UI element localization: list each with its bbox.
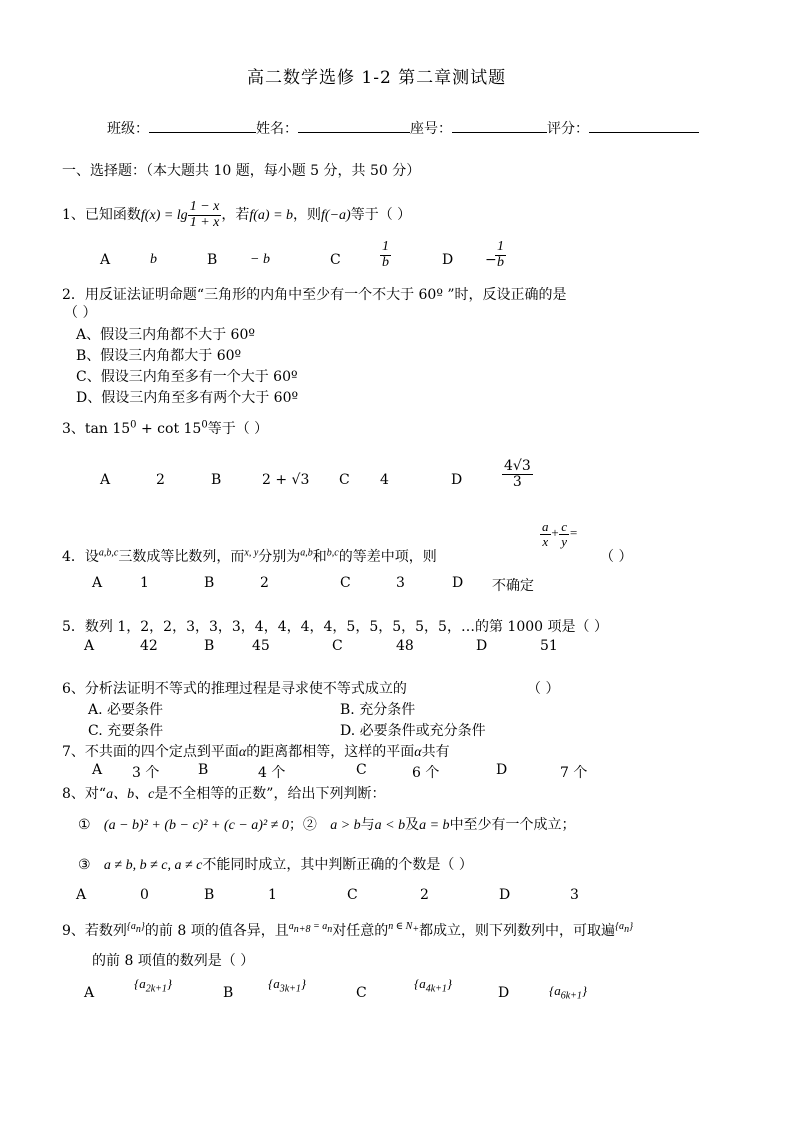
q1-function: f(x) = lg bbox=[140, 208, 188, 224]
q1-option-c: $\frac{1}{b}$ bbox=[382, 239, 389, 270]
q4-option-a-letter[interactable]: A bbox=[92, 575, 103, 591]
q6-option-d[interactable]: D. 必要条件或充分条件 bbox=[340, 723, 486, 739]
question-3: 3、$\tan 15^0 + \cot 15^0$等于（ ） bbox=[62, 419, 269, 437]
q3-option-d: $\frac{4√3}{3}$ bbox=[504, 458, 531, 490]
question-5: 5．数列 1，2，2，3，3，3，4，4，4，4，5，5，5，5，5，…的第 1000 项是（ ） bbox=[62, 619, 608, 635]
q2-option-c[interactable]: C、假设三内角至多有一个大于 60º bbox=[76, 369, 298, 385]
q7-option-d-letter[interactable]: D bbox=[496, 762, 508, 778]
q8-statement-3: ③ a ≠ b, b ≠ c, a ≠ c不能同时成立，其中判断正确的个数是（ ） bbox=[78, 857, 473, 873]
q8-option-c: 2 bbox=[420, 887, 429, 903]
q8-option-b-letter[interactable]: B bbox=[204, 887, 215, 903]
q3-option-a-letter[interactable]: A bbox=[100, 472, 111, 488]
q2-option-b[interactable]: B、假设三内角都大于 60º bbox=[76, 348, 242, 364]
q5-option-a: 42 bbox=[140, 638, 158, 654]
score-label: 评分： bbox=[547, 121, 589, 137]
q7-option-a: 3 个 bbox=[132, 765, 160, 781]
q5-option-d-letter[interactable]: D bbox=[476, 638, 488, 654]
q6-option-a[interactable]: A. 必要条件 bbox=[88, 702, 164, 718]
q2-option-a[interactable]: A、假设三内角都不大于 60º bbox=[76, 327, 255, 343]
q4-option-d: 不确定 bbox=[492, 578, 534, 594]
q7-option-b: 4 个 bbox=[258, 765, 286, 781]
q8-option-a-letter[interactable]: A bbox=[76, 887, 87, 903]
q5-option-d: 51 bbox=[540, 638, 558, 654]
score-field[interactable] bbox=[589, 118, 699, 133]
class-field[interactable] bbox=[149, 118, 256, 133]
q1-option-b: − b bbox=[250, 252, 270, 267]
page-title: 高二数学选修 1-2 第二章测试题 bbox=[247, 68, 507, 88]
q5-option-c-letter[interactable]: C bbox=[332, 638, 343, 654]
q3-option-c-letter[interactable]: C bbox=[339, 472, 350, 488]
q5-option-b: 45 bbox=[252, 638, 270, 654]
question-9: 9、若数列$^{\{a_n\}}$的前 8 项的值各异，且$^{a_{n+8} = a_n}$对任意的$^{n \in N_+}$都成立，则下列数列中，可取遍$^{\{a_n\}}$ bbox=[62, 921, 634, 939]
q5-option-b-letter[interactable]: B bbox=[204, 638, 215, 654]
q6-paren[interactable]: （ ） bbox=[527, 681, 560, 697]
q7-option-b-letter[interactable]: B bbox=[198, 762, 209, 778]
class-label: 班级： bbox=[107, 121, 149, 137]
q3-option-b-letter[interactable]: B bbox=[211, 472, 222, 488]
q9-option-b: $\{a_{3k+1}\}$ bbox=[268, 976, 307, 995]
q7-option-d: 7 个 bbox=[560, 765, 588, 781]
question-6: 6、分析法证明不等式的推理过程是寻求使不等式成立的 bbox=[62, 681, 407, 697]
section-heading: 一、选择题：（本大题共 10 题，每小题 5 分，共 50 分） bbox=[62, 163, 421, 179]
q5-option-a-letter[interactable]: A bbox=[84, 638, 95, 654]
q9-option-c: $\{a_{4k+1}\}$ bbox=[414, 976, 453, 995]
q1-text: 1、已知函数 bbox=[62, 207, 141, 224]
q4-option-c: 3 bbox=[396, 575, 405, 591]
q1-option-d: $\frac{1}{b}$ bbox=[497, 239, 504, 270]
question-2: 2．用反证法证明命题“三角形的内角中至少有一个不大于 60º ”时，反设正确的是 bbox=[62, 287, 567, 303]
q8-option-c-letter[interactable]: C bbox=[347, 887, 358, 903]
q5-option-c: 48 bbox=[396, 638, 414, 654]
q8-option-d-letter[interactable]: D bbox=[499, 887, 511, 903]
info-line bbox=[107, 118, 699, 138]
q8-option-d: 3 bbox=[570, 887, 579, 903]
q1-option-c-letter[interactable]: C bbox=[330, 252, 341, 268]
q3-option-c: 4 bbox=[380, 472, 389, 488]
q6-option-b[interactable]: B. 充分条件 bbox=[340, 702, 416, 718]
q4-expression: $\frac{a}{x}$ + $\frac{c}{y}$ = bbox=[542, 519, 578, 549]
q8-option-a: 0 bbox=[140, 887, 149, 903]
q1-option-d-letter[interactable]: D bbox=[442, 252, 454, 268]
q2-option-d[interactable]: D、假设三内角至多有两个大于 60º bbox=[76, 390, 299, 406]
q4-option-b-letter[interactable]: B bbox=[204, 575, 215, 591]
q1-option-b-letter[interactable]: B bbox=[207, 252, 218, 268]
q9-line-2: 的前 8 项值的数列是（ ） bbox=[92, 953, 255, 969]
q3-option-a: 2 bbox=[156, 472, 165, 488]
q1-fraction: $\frac{1 - x}{1 + x}$ bbox=[189, 199, 220, 230]
q9-option-d: $\{a_{6k+1}\}$ bbox=[549, 983, 588, 1002]
q2-paren[interactable]: （ ） bbox=[64, 305, 97, 321]
name-label: 姓名： bbox=[256, 121, 298, 137]
q8-option-b: 1 bbox=[268, 887, 277, 903]
q4-paren[interactable]: （ ） bbox=[600, 549, 633, 565]
question-4: 4．设$^{a,b,c}$三数成等比数列，而$^{x, y}$分别为$^{a,b}$和$^{b,c}$的等差中项，则 bbox=[62, 547, 437, 565]
q4-option-c-letter[interactable]: C bbox=[340, 575, 351, 591]
q7-option-c-letter[interactable]: C bbox=[356, 762, 367, 778]
q9-option-d-letter[interactable]: D bbox=[498, 985, 510, 1001]
q3-option-d-letter[interactable]: D bbox=[451, 472, 463, 488]
q9-option-a-letter[interactable]: A bbox=[84, 985, 95, 1001]
q1-option-a-letter[interactable]: A bbox=[100, 252, 111, 268]
q3-option-b: 2 + √3 bbox=[262, 472, 310, 488]
q1-option-d-sign: − bbox=[485, 252, 497, 268]
q9-option-a: $\{a_{2k+1}\}$ bbox=[134, 976, 173, 995]
q8-statements-1-2: ① (a − b)² + (b − c)² + (c − a)² ≠ 0；② a > b与a < b及a = b中至少有一个成立； bbox=[78, 817, 576, 833]
seat-field[interactable] bbox=[452, 118, 547, 133]
name-field[interactable] bbox=[298, 118, 410, 133]
q4-option-d-letter[interactable]: D bbox=[452, 575, 464, 591]
q4-option-b: 2 bbox=[260, 575, 269, 591]
seat-label: 座号： bbox=[410, 121, 452, 137]
q7-option-c: 6 个 bbox=[412, 765, 440, 781]
q7-option-a-letter[interactable]: A bbox=[92, 762, 103, 778]
q4-option-a: 1 bbox=[140, 575, 149, 591]
q9-option-c-letter[interactable]: C bbox=[356, 985, 367, 1001]
q6-option-c[interactable]: C. 充要条件 bbox=[88, 723, 164, 739]
q1-option-a: b bbox=[150, 252, 157, 267]
q9-option-b-letter[interactable]: B bbox=[223, 985, 234, 1001]
question-7: 7、不共面的四个定点到平面α的距离都相等，这样的平面α共有 bbox=[62, 744, 450, 760]
question-1: 1、已知函数f(x) = lg $\frac{1 - x}{1 + x}$ ，若f(a) = b，则f(−a)等于（ ） bbox=[62, 199, 412, 230]
question-8: 8、对“a、b、c是不全相等的正数”，给出下列判断： bbox=[62, 786, 386, 802]
